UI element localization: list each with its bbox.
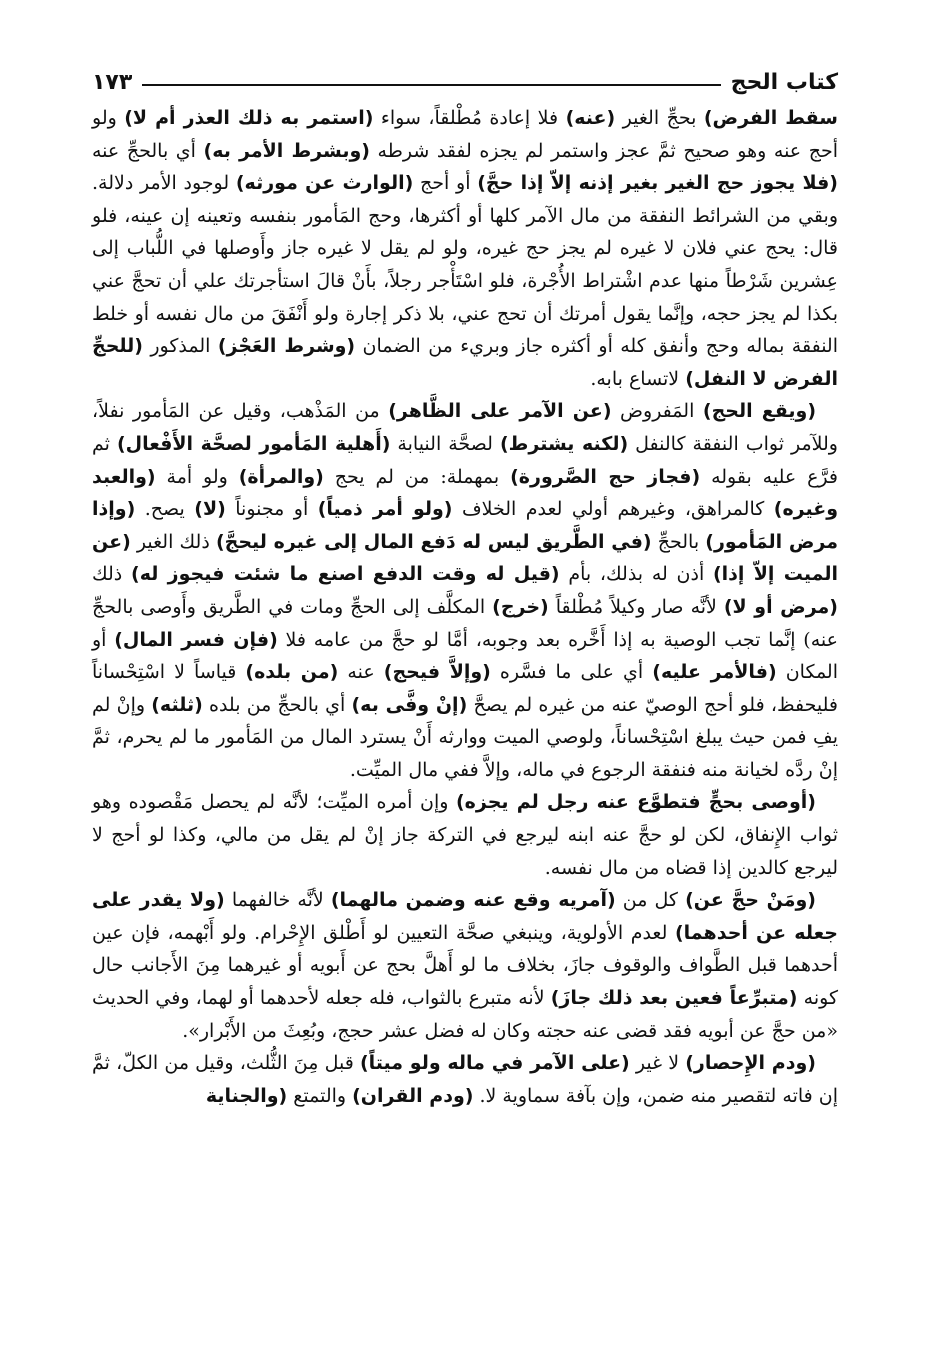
- commentary-text: فلا إعادة مُطْلقاً، سواء: [373, 107, 566, 129]
- commentary-text: كل من: [615, 889, 686, 912]
- bold-matn-text: سقط الفرض): [703, 107, 838, 129]
- paragraph: [92, 884, 838, 1047]
- commentary-text: أذن له بذلك، بأم: [559, 563, 713, 586]
- commentary-text: لأنه متبرع بالثواب، فله جعله لأحدهما أو لهما، وفي الحديث «من حجَّ عن أبويه فقد قضى عنه حجته وكان له فضل عشر حجج، وبُعِثَ من الأَبْرار».: [92, 987, 838, 1042]
- bold-matn-text: (والعبد وغيره): [92, 465, 839, 521]
- commentary-text: أو المكان: [92, 628, 839, 684]
- header-rule: [142, 84, 720, 86]
- bold-matn-text: (مرض أو لا): [723, 595, 838, 618]
- commentary-text: بالحجِّ: [651, 530, 706, 553]
- commentary-text: أو أحج: [413, 172, 478, 195]
- commentary-text: وإن أمره الميِّت؛ لأنَّه لم يحصل مَقْصوده وهو ثواب الإِنفاق، لكن لو حجَّ عنه ابنه ليرجع في التركة جاز إنْ لم يقل من مالي، وكذا لو أحج لا ليرجع كالدين إذا قضاه من مال نفسه.: [92, 791, 838, 879]
- commentary-text: من المَذْهب، وقيل عن المَأمور نفلاً، وللآمر ثواب النفقة كالنفل: [92, 400, 838, 455]
- bold-matn-text: (ودم القران): [352, 1084, 474, 1107]
- commentary-text: لأنَّه صار وكيلاً مُطْلقاً: [548, 595, 724, 618]
- page-header: [92, 62, 838, 102]
- bold-matn-text: (ودم الإِحصار): [685, 1052, 816, 1075]
- bold-matn-text: (فجاز حج الصَّرورة): [510, 465, 701, 488]
- commentary-text: قياساً لا اسْتِحْساناً فليحفظ، فلو أحج الوصيّ عنه من غيره لم يصحَّ: [92, 661, 838, 716]
- bold-matn-text: (فالأمر عليه): [652, 661, 777, 684]
- bold-matn-text: (على الآمر في ماله ولو ميتاً): [359, 1052, 630, 1075]
- commentary-text: لوجود الأمر دلالة. وبقي من الشرائط النفقة من مال الآمر كلها أو أكثرها، وحج المَأمور بنفسه وتعينه إن عينه، فلو قال: يحج عني فلان لا غيره لم يجز حج غيره، ولو لم يقل لا غيره جاز وأَوصلها في اللُّباب إلى عِشرين شَرْطاً منها عدم اشْتراط الأُجْرة، فلو اسْتَأْجر رجلاً، بأَنْ قالَ استأجرتك علي أن تحجَّ عني بكذا لم يجز حجه، وإنَّما يقول أمرتك أن تحج عني، بلا ذكر إجارة ولو أَنْفَقَ من مال نفسه أو خلط النفقة بماله وحج وأنفق كله أو أكثره جاز وبريء من الضمان: [92, 172, 839, 358]
- commentary-text: أي على ما فسَّره: [490, 661, 653, 684]
- paragraph: [92, 1047, 838, 1112]
- commentary-text: عنه: [338, 661, 384, 684]
- bold-matn-text: (خرج): [492, 595, 549, 618]
- bold-matn-text: (ولا يقدر على جعله عن أحدهما): [92, 889, 838, 944]
- commentary-text: المَفروض: [611, 400, 703, 423]
- bold-matn-text: (ثلثه): [151, 693, 203, 716]
- bold-matn-text: (في الطَّريق ليس له دَفع المال إلى غيره ليحجَّ): [215, 530, 652, 553]
- bold-matn-text: (إنْ وفَّى به): [351, 693, 468, 716]
- bold-matn-text: (ومَنْ حجَّ عن): [685, 889, 816, 912]
- commentary-text: وإنْ لم يفِ فمن حيث يبلغ اسْتِحْساناً، ولوصي الميت ووارثه أَنْ يسترد المال من المَأمور ما لم يحرم، ثمَّ إنْ ردَّه لخيانة منه فنفقة الرجوع في ماله، وإلاَّ ففي مال الميِّت.: [92, 693, 838, 781]
- bold-matn-text: (فإن فسر المال): [114, 628, 278, 651]
- bold-matn-text: (وإذا مرض المَأمور): [92, 498, 838, 553]
- commentary-text: أي بالحجِّ عنه: [92, 139, 204, 162]
- bold-matn-text: (آمريه وقع عنه وضمن مالهما): [330, 889, 616, 912]
- commentary-text: لا غير: [629, 1052, 686, 1075]
- commentary-text: كالمراهق، وغيرهم أولي لعدم الخلاف: [452, 498, 774, 521]
- commentary-text: بحجِّ الغير: [615, 107, 704, 129]
- bold-matn-text: (متبرِّعاً فعين بعد ذلك جازَ): [550, 987, 798, 1010]
- commentary-text: لاتساع بابه.: [590, 367, 686, 390]
- commentary-text: لأنَّه خالفهما: [224, 889, 331, 912]
- bold-matn-text: (عنه): [565, 107, 616, 129]
- bold-matn-text: (ويقع الحج): [702, 400, 816, 423]
- bold-matn-text: (ولو أمر ذمياً): [317, 498, 453, 521]
- commentary-text: والتمتع: [287, 1084, 353, 1107]
- bold-matn-text: (قيل له وقت الدفع اصنع ما شئت فيجوز له): [131, 563, 560, 586]
- bold-matn-text: (عن الميت إلاّ إذا): [92, 530, 838, 586]
- bold-matn-text: (للحجِّ الفرض لا النفل): [92, 335, 838, 390]
- commentary-text: أو مجنوناً: [225, 498, 318, 521]
- commentary-text: لصحَّة النيابة: [390, 432, 500, 455]
- page-body: [92, 102, 838, 1112]
- commentary-text: لعدم الأولوية، وينبغي صحَّة التعيين لو أَطْلق الإِحْرام. ولو أَبْهمه، فإن عين أحدهما قبل الطَّواف والوقوف جازَ، بخلاف ما لو أَهلَّ بحج عن أَبويه أو غيرهما مِنَ الأَجانب حال كونه: [92, 921, 839, 1010]
- bold-matn-text: (أوصى بحجٍّ فتطوَّع عنه رجل لم يجزه): [456, 791, 816, 814]
- commentary-text: ثم فرَّع عليه بقوله: [92, 432, 838, 488]
- commentary-text: أي بالحجِّ من بلده: [202, 693, 352, 716]
- commentary-text: ذلك الغير: [130, 530, 216, 553]
- commentary-text: بمهملة: من لم يحج: [323, 465, 511, 488]
- bold-matn-text: (استمر به ذلك العذر أم لا): [124, 107, 374, 129]
- paragraph: [92, 786, 838, 884]
- running-title: كتاب الحج: [730, 69, 838, 95]
- commentary-text: المكلَّف إلى الحجِّ ومات في الطَّريق وأَوصى بالحجِّ عنه) إنَّما تجب الوصية به إذا أَخَّره بعد وجوبه، أمَّا لو حجَّ من عامه فلا: [92, 595, 838, 651]
- bold-matn-text: (فلا يجوز حج الغير بغير إذنه إلاّ إذا حجَّ): [477, 172, 838, 195]
- commentary-text: ولو أمة: [155, 465, 239, 488]
- commentary-text: المذكور: [142, 335, 218, 358]
- bold-matn-text: (عن الآمر على الظَّاهر): [388, 400, 612, 423]
- page-number: ١٧٣: [92, 69, 133, 95]
- paragraph: [92, 102, 838, 395]
- bold-matn-text: (لا): [194, 498, 226, 521]
- bold-matn-text: (وإلاَّ فيحج): [383, 661, 491, 684]
- bold-matn-text: (والجناية: [205, 1084, 288, 1107]
- bold-matn-text: (وشرط العَجْز): [217, 335, 356, 358]
- paragraph: [92, 395, 838, 786]
- bold-matn-text: (لكنه يشترط): [499, 432, 629, 455]
- bold-matn-text: (والمرأة): [238, 465, 324, 488]
- bold-matn-text: (وبشرط الأمر به): [203, 139, 370, 162]
- commentary-text: ذلك: [92, 563, 132, 586]
- bold-matn-text: (أَهلية المَأمور لصحَّة الأَفْعال): [116, 432, 391, 455]
- commentary-text: ولو أحج عنه وهو صحيح ثمَّ عجز واستمر لم يجزه لفقد شرطه: [92, 107, 839, 162]
- bold-matn-text: (الوارث عن مورثه): [235, 172, 414, 195]
- bold-matn-text: (من بلده): [245, 661, 339, 684]
- commentary-text: قبل مِنَ الثُّلث، وقيل من الكلّ، ثمَّ إن فاته لتقصير منه ضمن، وإن بآفة سماوية لا.: [92, 1052, 838, 1107]
- commentary-text: يصح.: [135, 498, 195, 521]
